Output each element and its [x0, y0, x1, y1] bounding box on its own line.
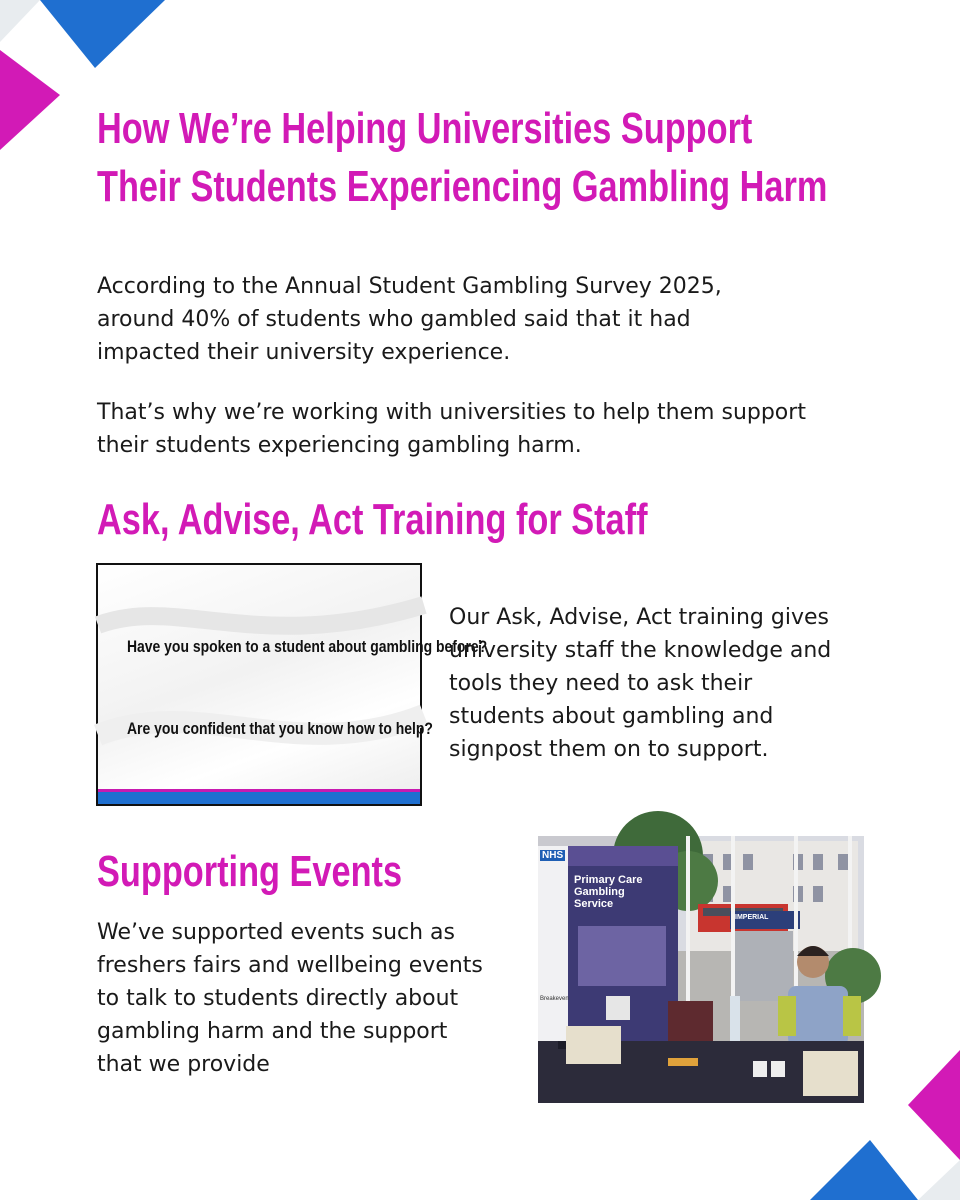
training-line: tools they need to ask their: [449, 671, 753, 696]
intro-line: around 40% of students who gambled said that it had: [97, 307, 691, 332]
title-line-2: Their Students Experiencing Gambling Harm: [97, 162, 828, 211]
intro-line: their students experiencing gambling harm.: [97, 433, 582, 458]
training-line: students about gambling and: [449, 704, 774, 729]
banner-title: [574, 874, 643, 910]
training-line: signpost them on to support.: [449, 737, 769, 762]
intro-line: That’s why we’re working with universities to help them support: [97, 400, 806, 425]
page-title: [97, 100, 877, 216]
events-line: gambling harm and the support: [97, 1019, 448, 1044]
intro-line: According to the Annual Student Gambling Survey 2025,: [97, 274, 722, 299]
slide-footer-bar: [98, 792, 420, 804]
banner-title-line: Primary Care: [574, 874, 643, 886]
intro-line: impacted their university experience.: [97, 340, 511, 365]
training-line: university staff the knowledge and: [449, 638, 832, 663]
imperial-sign: IMPERIAL: [735, 914, 769, 921]
events-line: We’ve supported events such as: [97, 920, 455, 945]
slide-question-2: Are you confident that you know how to help?: [126, 719, 433, 738]
banner-title-line: Gambling: [574, 886, 625, 898]
events-line: to talk to students directly about: [97, 986, 459, 1011]
training-slide-image: [96, 563, 488, 806]
intro-paragraph-2: [97, 396, 806, 462]
training-description: [449, 601, 831, 766]
events-description: [97, 916, 483, 1081]
nhs-logo: NHS: [542, 850, 564, 861]
intro-paragraph-1: [97, 270, 722, 369]
events-line: freshers fairs and wellbeing events: [97, 953, 483, 978]
events-line: that we provide: [97, 1052, 270, 1077]
training-line: Our Ask, Advise, Act training gives: [449, 605, 829, 630]
training-heading: Ask, Advise, Act Training for Staff: [97, 495, 648, 544]
event-photo: [538, 836, 864, 1103]
events-heading: Supporting Events: [97, 847, 403, 896]
title-line-1: How We’re Helping Universities Support: [97, 104, 753, 153]
banner-title-line: Service: [574, 898, 614, 910]
slide-question-1: Have you spoken to a student about gambling before?: [126, 637, 488, 656]
breakeven-logo: Breakeven: [540, 996, 569, 1002]
